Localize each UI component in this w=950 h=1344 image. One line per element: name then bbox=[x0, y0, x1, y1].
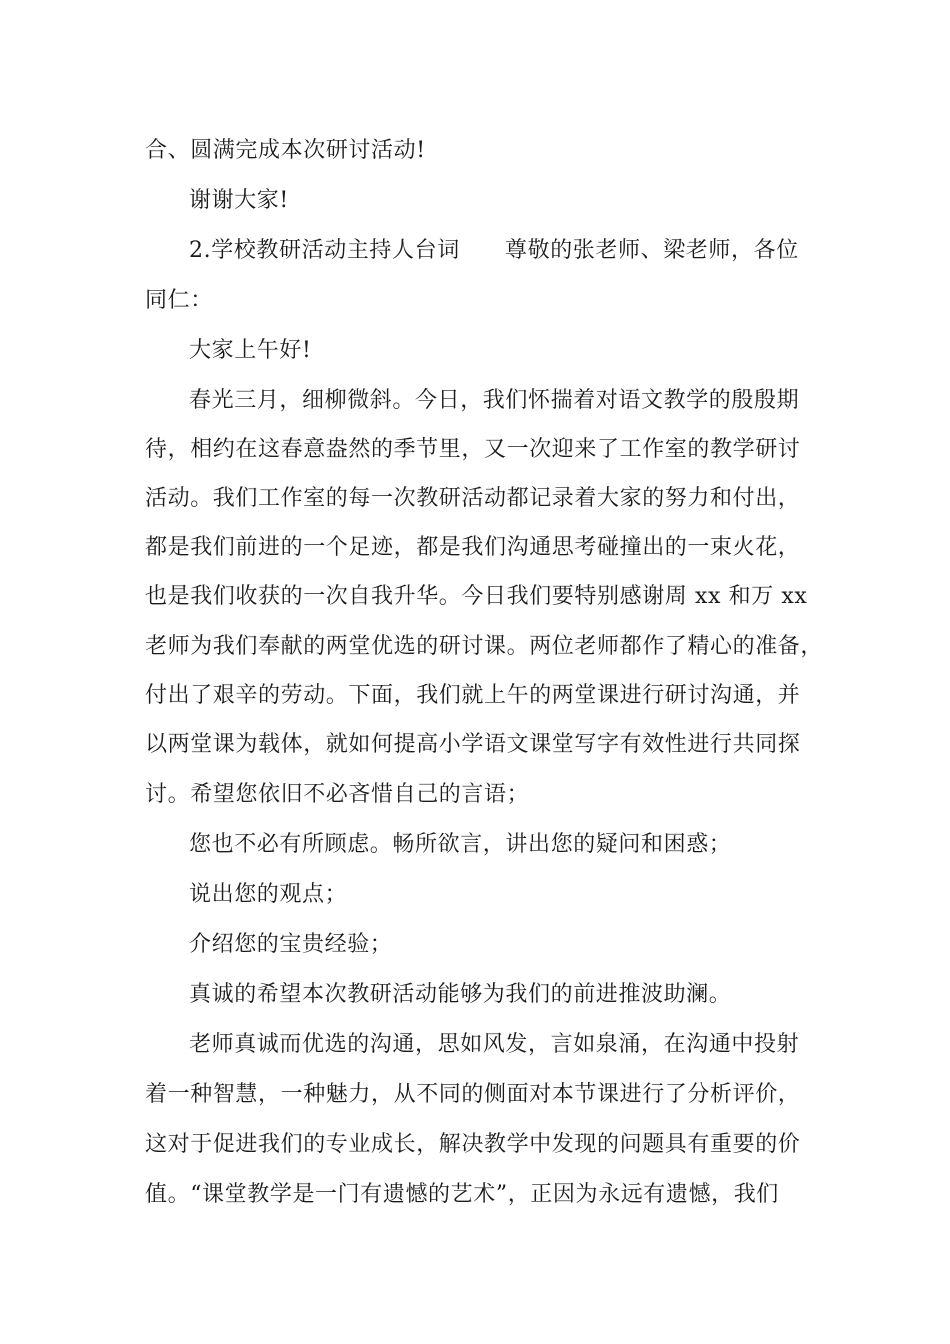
text-line: 同仁： bbox=[145, 288, 213, 313]
text-line: 老师真诚而优选的沟通，思如风发，言如泉涌，在沟通中投射 bbox=[189, 1032, 800, 1057]
text-line: 大家上午好! bbox=[189, 338, 312, 363]
text-line: 真诚的希望本次教研活动能够为我们的前进推波助澜。 bbox=[189, 982, 732, 1007]
text-line: 活动。我们工作室的每一次教研活动都记录着大家的努力和付出， bbox=[145, 486, 801, 511]
text-line: 这对于促进我们的专业成长，解决教学中发现的问题具有重要的价 bbox=[145, 1132, 801, 1157]
text-line: 都是我们前进的一个足迹，都是我们沟通思考碰撞出的一束火花， bbox=[145, 535, 801, 560]
text-line: 付出了艰辛的劳动。下面，我们就上午的两堂课进行研讨沟通，并 bbox=[145, 683, 801, 708]
text-line: 2.学校教研活动主持人台词 尊敬的张老师、梁老师，各位 bbox=[189, 238, 799, 263]
text-line: 待，相约在这春意盎然的季节里，又一次迎来了工作室的教学研讨 bbox=[145, 437, 801, 462]
text-line: 讨。希望您依旧不必吝惜自己的言语； bbox=[145, 782, 530, 807]
text-line: 以两堂课为载体，就如何提高小学语文课堂写字有效性进行共同探 bbox=[145, 732, 801, 757]
text-line: 您也不必有所顾虑。畅所欲言，讲出您的疑问和困惑； bbox=[189, 832, 732, 857]
text-line: 谢谢大家! bbox=[189, 188, 289, 213]
text-line: 介绍您的宝贵经验； bbox=[189, 932, 393, 957]
text-line: 值。“课堂教学是一门有遗憾的艺术”，正因为永远有遗憾，我们 bbox=[145, 1182, 779, 1207]
text-line: 合、圆满完成本次研讨活动! bbox=[145, 138, 426, 163]
text-line: 也是我们收获的一次自我升华。今日我们要特别感谢周 xx 和万 xx bbox=[145, 584, 808, 609]
text-line: 春光三月，细柳微斜。今日，我们怀揣着对语文教学的殷殷期 bbox=[189, 388, 800, 413]
text-line: 说出您的观点； bbox=[189, 882, 348, 907]
text-line: 老师为我们奉献的两堂优选的研讨课。两位老师都作了精心的准备， bbox=[145, 634, 824, 659]
text-line: 着一种智慧，一种魅力，从不同的侧面对本节课进行了分析评价， bbox=[145, 1082, 801, 1107]
